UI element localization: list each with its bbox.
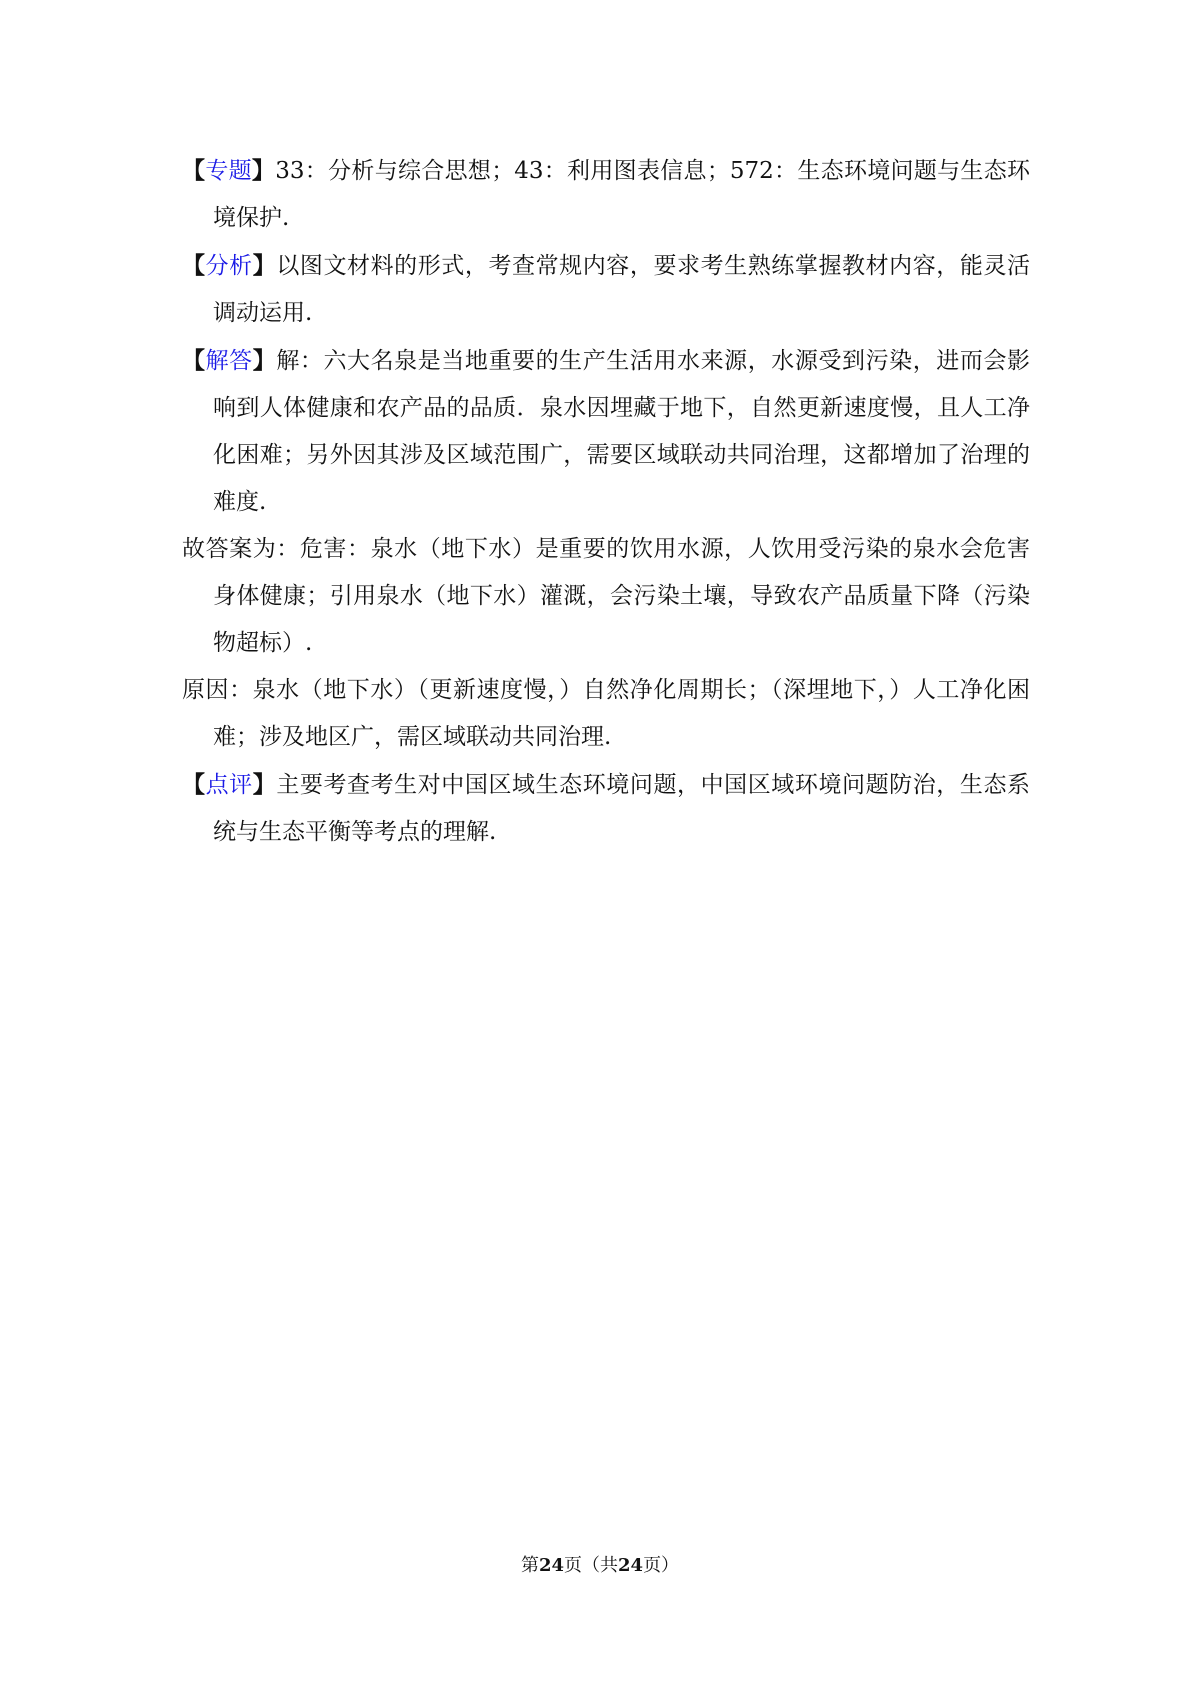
- solution-section: [182, 337, 1030, 526]
- tag-bracket-open: 【: [182, 252, 206, 279]
- analysis-section: [182, 242, 1030, 337]
- answer-text: 故答案为：危害：泉水（地下水）是重要的饮用水源，人饮用受污染的泉水会危害身体健康；引用泉水（地下水）灌溉，会污染土壤，导致农产品质量下降（污染物超标）.: [182, 536, 1030, 656]
- tag-bracket-close: 】: [252, 252, 277, 279]
- tag-bracket-open: 【: [182, 347, 206, 374]
- footer-prefix: 第: [520, 1555, 539, 1576]
- reason-paragraph: [182, 667, 1030, 761]
- total-page-number: 24: [618, 1555, 644, 1576]
- topic-section: [182, 147, 1030, 242]
- analysis-label: 分析: [205, 253, 253, 279]
- solution-text: 解：六大名泉是当地重要的生产生活用水来源，水源受到污染，进而会影响到人体健康和农产品的品质．泉水因埋藏于地下，自然更新速度慢，且人工净化困难；另外因其涉及区域范围广，需要区域联动共同治理，这都增加了治理的难度.: [213, 348, 1031, 515]
- tag-bracket-close: 】: [251, 157, 276, 184]
- topic-text: 33：分析与综合思想；43：利用图表信息；572：生态环境问题与生态环境保护.: [213, 158, 1031, 231]
- tag-bracket-close: 】: [252, 771, 277, 798]
- comment-label: 点评: [205, 772, 253, 798]
- answer-paragraph: [182, 526, 1030, 667]
- footer-suffix: 页）: [643, 1555, 680, 1576]
- current-page-number: 24: [538, 1555, 564, 1576]
- tag-bracket-close: 】: [252, 347, 277, 374]
- comment-text: 主要考查考生对中国区域生态环境问题，中国区域环境问题防治，生态系统与生态平衡等考点的理解.: [213, 772, 1031, 845]
- analysis-text: 以图文材料的形式，考查常规内容，要求考生熟练掌握教材内容，能灵活调动运用.: [213, 253, 1031, 326]
- topic-label: 专题: [205, 158, 252, 184]
- document-body: [182, 147, 1030, 856]
- solution-label: 解答: [205, 348, 253, 374]
- footer-middle: 页（共: [564, 1555, 618, 1576]
- tag-bracket-open: 【: [182, 157, 206, 184]
- tag-bracket-open: 【: [182, 771, 206, 798]
- reason-text: 原因：泉水（地下水）（更新速度慢，）自然净化周期长；（深埋地下，）人工净化困难；涉及地区广，需区域联动共同治理.: [182, 677, 1030, 750]
- comment-section: [182, 761, 1030, 856]
- page-footer: [0, 1554, 1200, 1578]
